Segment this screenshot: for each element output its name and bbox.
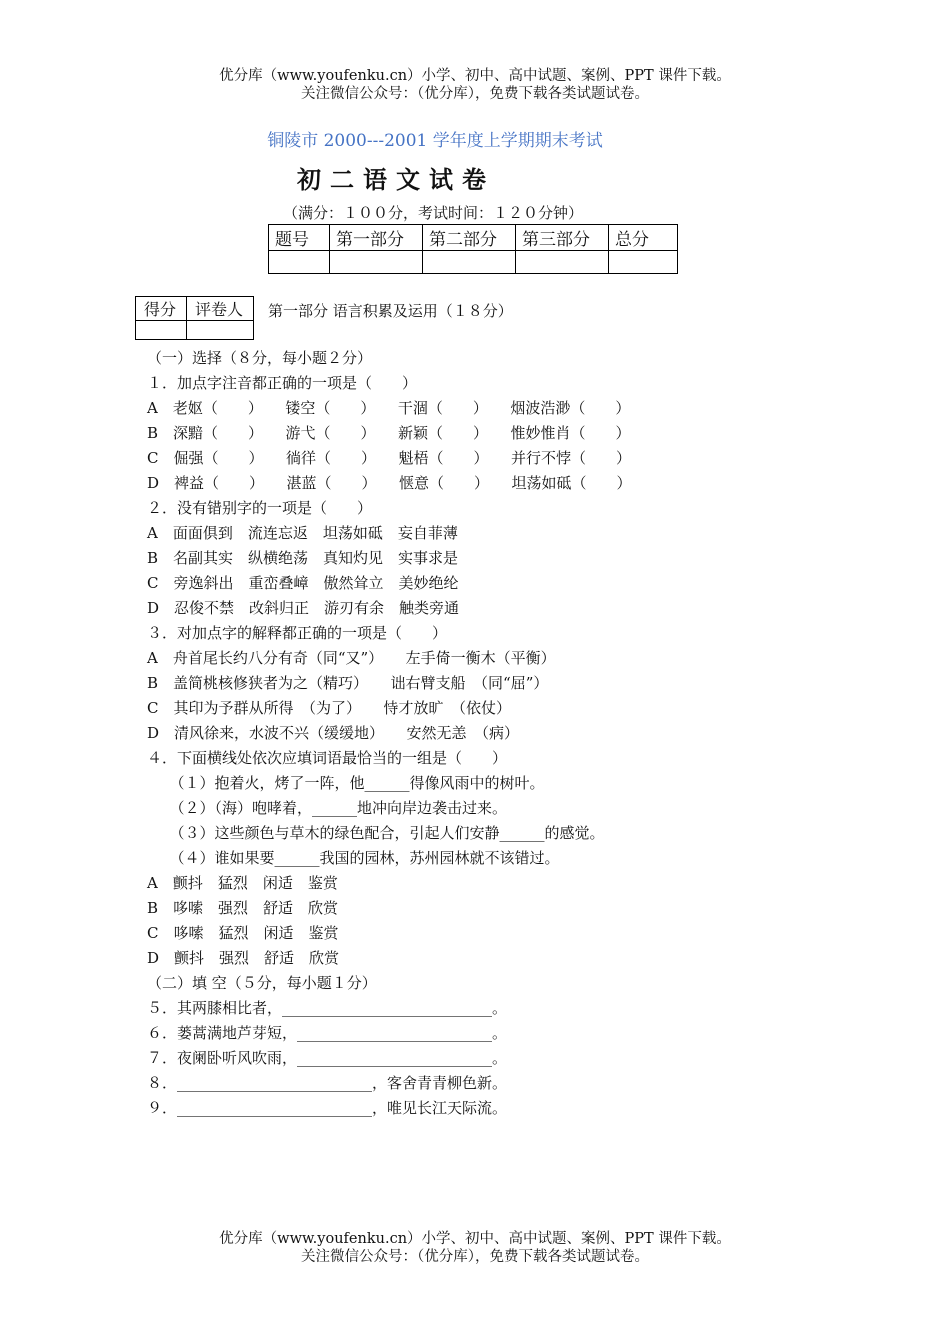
footer-line-2: 关注微信公众号：（优分库），免费下载各类试题试卷。 <box>301 1249 649 1265</box>
score-cell <box>269 251 330 274</box>
grader-table-header: 评卷人 <box>187 297 254 321</box>
exam-title: 初二语文试卷 <box>297 165 495 194</box>
grader-table-blank-row <box>136 321 254 340</box>
score-table-header-row <box>269 225 678 251</box>
header-line-1: 优分库（www.youfenku.cn）小学、初中、高中试题、案例、PPT 课件下载。 <box>219 68 731 84</box>
grader-table-header-row <box>136 297 254 321</box>
option-line: D 颤抖 强烈 舒适 欣赏 <box>147 949 340 967</box>
fill-blank-line: ７．夜阑卧听风吹雨，__________________________。 <box>147 1049 508 1067</box>
grader-cell <box>187 321 254 340</box>
footer-line-1: 优分库（www.youfenku.cn）小学、初中、高中试题、案例、PPT 课件下载。 <box>219 1231 731 1247</box>
part-1-title: 第一部分 语言积累及运用（１８分） <box>268 302 513 320</box>
exam-subtitle: 铜陵市 2000---2001 学年度上学期期末考试 <box>267 131 603 151</box>
sub-question-line: （３）这些颜色与草木的绿色配合，引起人们安静______的感觉。 <box>147 824 605 842</box>
score-cell <box>330 251 423 274</box>
option-line: C 旁逸斜出 重峦叠嶂 傲然耸立 美妙绝纶 <box>147 574 459 592</box>
option-line: B 名副其实 纵横绝荡 真知灼见 实事求是 <box>147 549 459 567</box>
score-table-header: 第二部分 <box>423 225 516 251</box>
score-info: （满分：１００分，考试时间：１２０分钟） <box>283 204 584 222</box>
option-line: A 老妪（ ） 镂空（ ） 干涸（ ） 烟波浩渺（ ） <box>147 399 631 417</box>
option-line: D 清风徐来，水波不兴（缓缓地） 安然无恙 （病） <box>147 724 520 742</box>
score-table-header: 总分 <box>609 225 678 251</box>
option-line: D 裨益（ ） 湛蓝（ ） 惬意（ ） 坦荡如砥（ ） <box>147 474 632 492</box>
option-line: C 哆嗦 猛烈 闲适 鉴赏 <box>147 924 339 942</box>
score-table-header: 第三部分 <box>516 225 609 251</box>
sub-question-line: （２）（海）咆哮着，______地冲向岸边袭击过来。 <box>147 799 508 817</box>
option-line: A 面面俱到 流连忘返 坦荡如砥 妄自菲薄 <box>147 524 458 542</box>
question-line: ３．对加点字的解释都正确的一项是（ ） <box>147 624 448 642</box>
score-table <box>268 224 678 274</box>
fill-blank-line: ５．其两膝相比者，____________________________。 <box>147 999 508 1017</box>
section-heading: （二）填 空（５分，每小题１分） <box>147 974 377 992</box>
score-table-header: 第一部分 <box>330 225 423 251</box>
question-line: ２．没有错别字的一项是（ ） <box>147 499 373 517</box>
score-cell <box>609 251 678 274</box>
fill-blank-line: ６．蒌蒿满地芦芽短，__________________________。 <box>147 1024 508 1042</box>
option-line: C 其印为予群从所得 （为了） 恃才放旷 （依仗） <box>147 699 511 717</box>
sub-question-line: （１）抱着火，烤了一阵，他______得像风雨中的树叶。 <box>147 774 545 792</box>
score-cell <box>516 251 609 274</box>
option-line: A 舟首尾长约八分有奇（同“又”） 左手倚一衡木（平衡） <box>147 649 556 667</box>
page-header <box>0 67 950 103</box>
section-heading: （一）选择（８分，每小题２分） <box>147 349 373 367</box>
score-cell <box>423 251 516 274</box>
sub-question-line: （４）谁如果要______我国的园林，苏州园林就不该错过。 <box>147 849 560 867</box>
score-table-blank-row <box>269 251 678 274</box>
fill-blank-line: ８．__________________________，客舍青青柳色新。 <box>147 1074 508 1092</box>
header-line-2: 关注微信公众号：（优分库），免费下载各类试题试卷。 <box>301 86 649 102</box>
grader-cell <box>136 321 187 340</box>
option-line: B 哆嗦 强烈 舒适 欣赏 <box>147 899 339 917</box>
option-line: D 忍俊不禁 改斜归正 游刃有余 触类旁通 <box>147 599 460 617</box>
page-footer <box>0 1230 950 1266</box>
fill-blank-line: ９．__________________________，唯见长江天际流。 <box>147 1099 508 1117</box>
score-table-header: 题号 <box>269 225 330 251</box>
grader-table-header: 得分 <box>136 297 187 321</box>
question-line: １．加点字注音都正确的一项是（ ） <box>147 374 418 392</box>
grader-table <box>135 296 254 340</box>
option-line: C 倔强（ ） 徜徉（ ） 魁梧（ ） 并行不悖（ ） <box>147 449 631 467</box>
question-line: ４．下面横线处依次应填词语最恰当的一组是（ ） <box>147 749 508 767</box>
option-line: B 盖简桃核修狭者为之（精巧） 诎右臂支船 （同“屈”） <box>147 674 549 692</box>
option-line: A 颤抖 猛烈 闲适 鉴赏 <box>147 874 338 892</box>
option-line: B 深黯（ ） 游弋（ ） 新颖（ ） 惟妙惟肖（ ） <box>147 424 631 442</box>
